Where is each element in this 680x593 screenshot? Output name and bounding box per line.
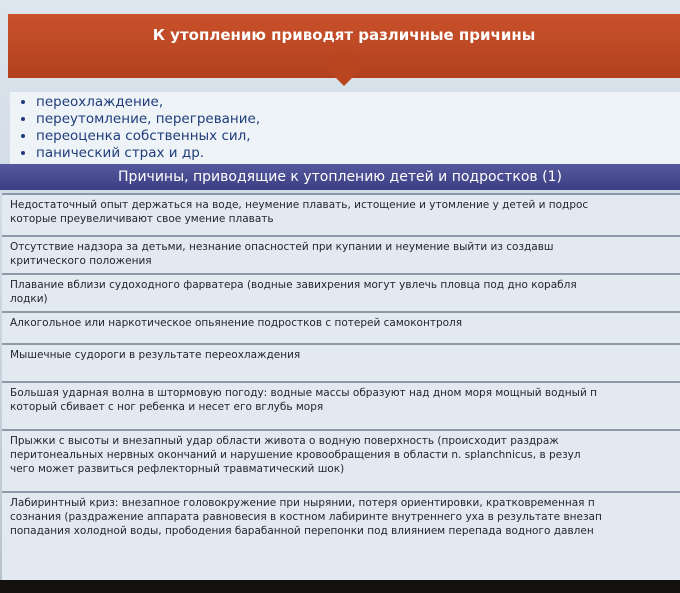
- cause-item: [2, 193, 680, 235]
- cause-line: критического положения: [10, 255, 152, 267]
- screen-bezel: [0, 580, 680, 593]
- cause-item: [2, 429, 680, 491]
- cause-line: Мышечные судороги в результате переохлаждения: [10, 349, 301, 361]
- slide-title: К утоплению приводят различные причины: [152, 26, 536, 44]
- cause-line: перитонеальных нервных окончаний и нарушение кровообращения в области n. splanchnicus, в резул: [10, 449, 581, 461]
- cause-item: [2, 273, 680, 311]
- cause-line: Недостаточный опыт держаться на воде, неумение плавать, истощение и утомление у детей и подрос: [10, 199, 589, 211]
- cause-item: [2, 311, 680, 343]
- cause-line: чего может развиться рефлекторный травматический шок): [10, 463, 345, 475]
- cause-item: [2, 381, 680, 429]
- cause-line: Прыжки с высоты и внезапный удар области живота о водную поверхность (происходит раздраж: [10, 435, 559, 447]
- cause-line: лодки): [10, 293, 48, 305]
- cause-line: попадания холодной воды, прободения барабанной перепонки под влиянием перепада водного давлен: [10, 525, 594, 537]
- cause-line: Лабиринтный криз: внезапное головокружение при нырянии, потеря ориентировки, кратковременная п: [10, 497, 595, 509]
- down-arrow-icon: [322, 64, 366, 86]
- cause-line: Отсутствие надзора за детьми, незнание опасностей при купании и неумение выйти из создавш: [10, 241, 554, 253]
- reason-item: • панический страх и др.: [36, 145, 680, 162]
- cause-line: Алкогольное или наркотическое опьянение подростков с потерей самоконтроля: [10, 317, 463, 329]
- cause-line: которые преувеличивают свое умение плавать: [10, 213, 274, 225]
- cause-item: [2, 343, 680, 381]
- reasons-list: [18, 94, 680, 162]
- cause-line: который сбивает с ног ребенка и несет его вглубь моря: [10, 401, 324, 413]
- cause-line: Плавание вблизи судоходного фарватера (водные завихрения могут увлечь пловца под дно корабля: [10, 279, 577, 291]
- cause-line: сознания (раздражение аппарата равновесия в костном лабиринте внутреннего уха в результате внезап: [10, 511, 602, 523]
- reason-item: • переоценка собственных сил,: [36, 128, 680, 145]
- cause-item: [2, 235, 680, 273]
- section-header: Причины, приводящие к утоплению детей и подростков (1): [0, 164, 680, 190]
- cause-item: [2, 491, 680, 580]
- cause-line: Большая ударная волна в штормовую погоду: водные массы образуют над дном моря мощный водный п: [10, 387, 597, 399]
- reasons-box: [10, 92, 680, 168]
- reason-item: • переутомление, перегревание,: [36, 111, 680, 128]
- reason-item: • переохлаждение,: [36, 94, 680, 111]
